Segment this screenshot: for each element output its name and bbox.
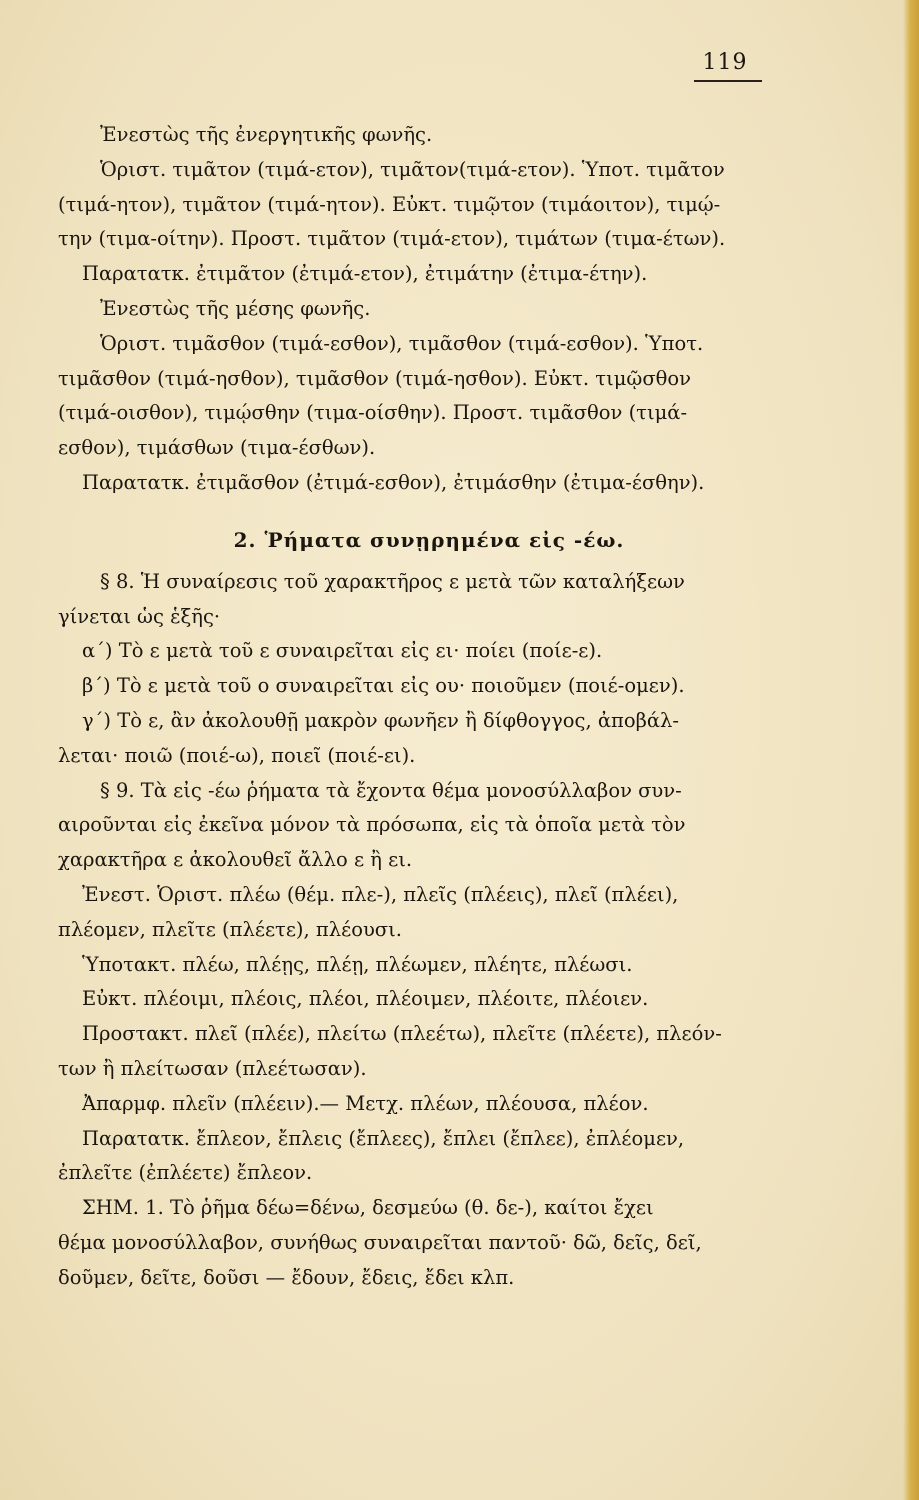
text-line: (τιμά-οισθον), τιμῴσθην (τιμα-οίσθην). Προστ. τιμᾶσθον (τιμά- <box>58 401 688 425</box>
text-line: ἐπλεῖτε (ἐπλέετε) ἔπλεον. <box>58 1161 313 1185</box>
text-line: § 8. Ἡ συναίρεσις τοῦ χαρακτῆρος ε μετὰ τῶν καταλήξεων <box>100 569 685 593</box>
text-line: πλέομεν, πλεῖτε (πλέετε), πλέουσι. <box>58 917 402 941</box>
text-line: αιροῦνται εἰς ἐκεῖνα μόνον τὰ πρόσωπα, εἰς τὰ ὁποῖα μετὰ τὸν <box>58 813 686 837</box>
text-line: Ὑποτακτ. πλέω, πλέῃς, πλέῃ, πλέωμεν, πλέητε, πλέωσι. <box>82 952 633 976</box>
text-line: λεται· ποιῶ (ποιέ-ω), ποιεῖ (ποιέ-ει). <box>58 743 416 767</box>
text-line: εσθον), τιμάσθων (τιμα-έσθων). <box>58 436 376 460</box>
text-line: τιμᾶσθον (τιμά-ησθον), τιμᾶσθον (τιμά-ησθον). Εὐκτ. τιμῷσθον <box>58 366 691 390</box>
text-line: Ὁριστ. τιμᾶσθον (τιμά-εσθον), τιμᾶσθον (τιμά-εσθον). Ὑποτ. <box>100 331 704 355</box>
text-line: την (τιμα-οίτην). Προστ. τιμᾶτον (τιμά-ετον), τιμάτων (τιμα-έτων). <box>58 227 726 251</box>
text-line: Ἐνεστὼς τῆς μέσης φωνῆς. <box>100 296 371 320</box>
page-number-rule <box>694 80 762 82</box>
section-heading: 2. Ῥήματα συνῃρημένα εἰς -έω. <box>233 527 625 552</box>
text-line: Προστακτ. πλεῖ (πλέε), πλείτω (πλεέτω), πλεῖτε (πλέετε), πλεόν- <box>82 1022 722 1046</box>
page-number: 119 <box>702 50 748 75</box>
text-line: χαρακτῆρα ε ἀκολουθεῖ ἄλλο ε ἢ ει. <box>58 848 413 872</box>
text-line: β΄) Τὸ ε μετὰ τοῦ ο συναιρεῖται εἰς ου· ποιοῦμεν (ποιέ-ομεν). <box>82 674 685 698</box>
text-line: Ὁριστ. τιμᾶτον (τιμά-ετον), τιμᾶτον(τιμά-ετον). Ὑποτ. τιμᾶτον <box>100 157 725 181</box>
text-line: § 9. Τὰ εἰς -έω ῥήματα τὰ ἔχοντα θέμα μονοσύλλαβον συν- <box>100 778 682 802</box>
text-line: Ἐνεστὼς τῆς ἐνεργητικῆς φωνῆς. <box>100 123 433 146</box>
text-line: θέμα μονοσύλλαβον, συνήθως συναιρεῖται παντοῦ· δῶ, δεῖς, δεῖ, <box>58 1230 702 1254</box>
text-line: Εὐκτ. πλέοιμι, πλέοις, πλέοι, πλέοιμεν, πλέοιτε, πλέοιεν. <box>82 987 649 1011</box>
text-line: Παρατατκ. ἔπλεον, ἔπλεις (ἔπλεες), ἔπλει (ἔπλεε), ἐπλέομεν, <box>82 1126 685 1150</box>
page-edge <box>903 0 919 1500</box>
page-text <box>58 118 800 1296</box>
text-line: Παρατατκ. ἐτιμᾶσθον (ἐτιμά-εσθον), ἐτιμάσθην (ἐτιμα-έσθην). <box>82 470 705 494</box>
text-line: των ἢ πλείτωσαν (πλεέτωσαν). <box>58 1056 367 1080</box>
text-line: δοῦμεν, δεῖτε, δοῦσι — ἔδουν, ἔδεις, ἔδει κλπ. <box>58 1265 515 1289</box>
text-line: γ΄) Τὸ ε, ἂν ἀκολουθῇ μακρὸν φωνῆεν ἢ δίφθογγος, ἀποβάλ- <box>82 708 679 732</box>
text-line: Παρατατκ. ἐτιμᾶτον (ἐτιμά-ετον), ἐτιμάτην (ἐτιμα-έτην). <box>82 262 648 286</box>
text-line: γίνεται ὡς ἑξῆς· <box>58 604 221 628</box>
text-line: (τιμά-ητον), τιμᾶτον (τιμά-ητον). Εὐκτ. τιμῷτον (τιμάοιτον), τιμῴ- <box>58 192 721 216</box>
text-line: ΣΗΜ. 1. Τὸ ῥῆμα δέω=δένω, δεσμεύω (θ. δε-), καίτοι ἔχει <box>82 1196 654 1220</box>
text-line: Ἀπαρμφ. πλεῖν (πλέειν).— Μετχ. πλέων, πλέουσα, πλέον. <box>82 1091 649 1115</box>
text-line: α΄) Τὸ ε μετὰ τοῦ ε συναιρεῖται εἰς ει· ποίει (ποίε-ε). <box>82 639 603 663</box>
text-line: Ἐνεστ. Ὁριστ. πλέω (θέμ. πλε-), πλεῖς (πλέεις), πλεῖ (πλέει), <box>82 882 679 906</box>
